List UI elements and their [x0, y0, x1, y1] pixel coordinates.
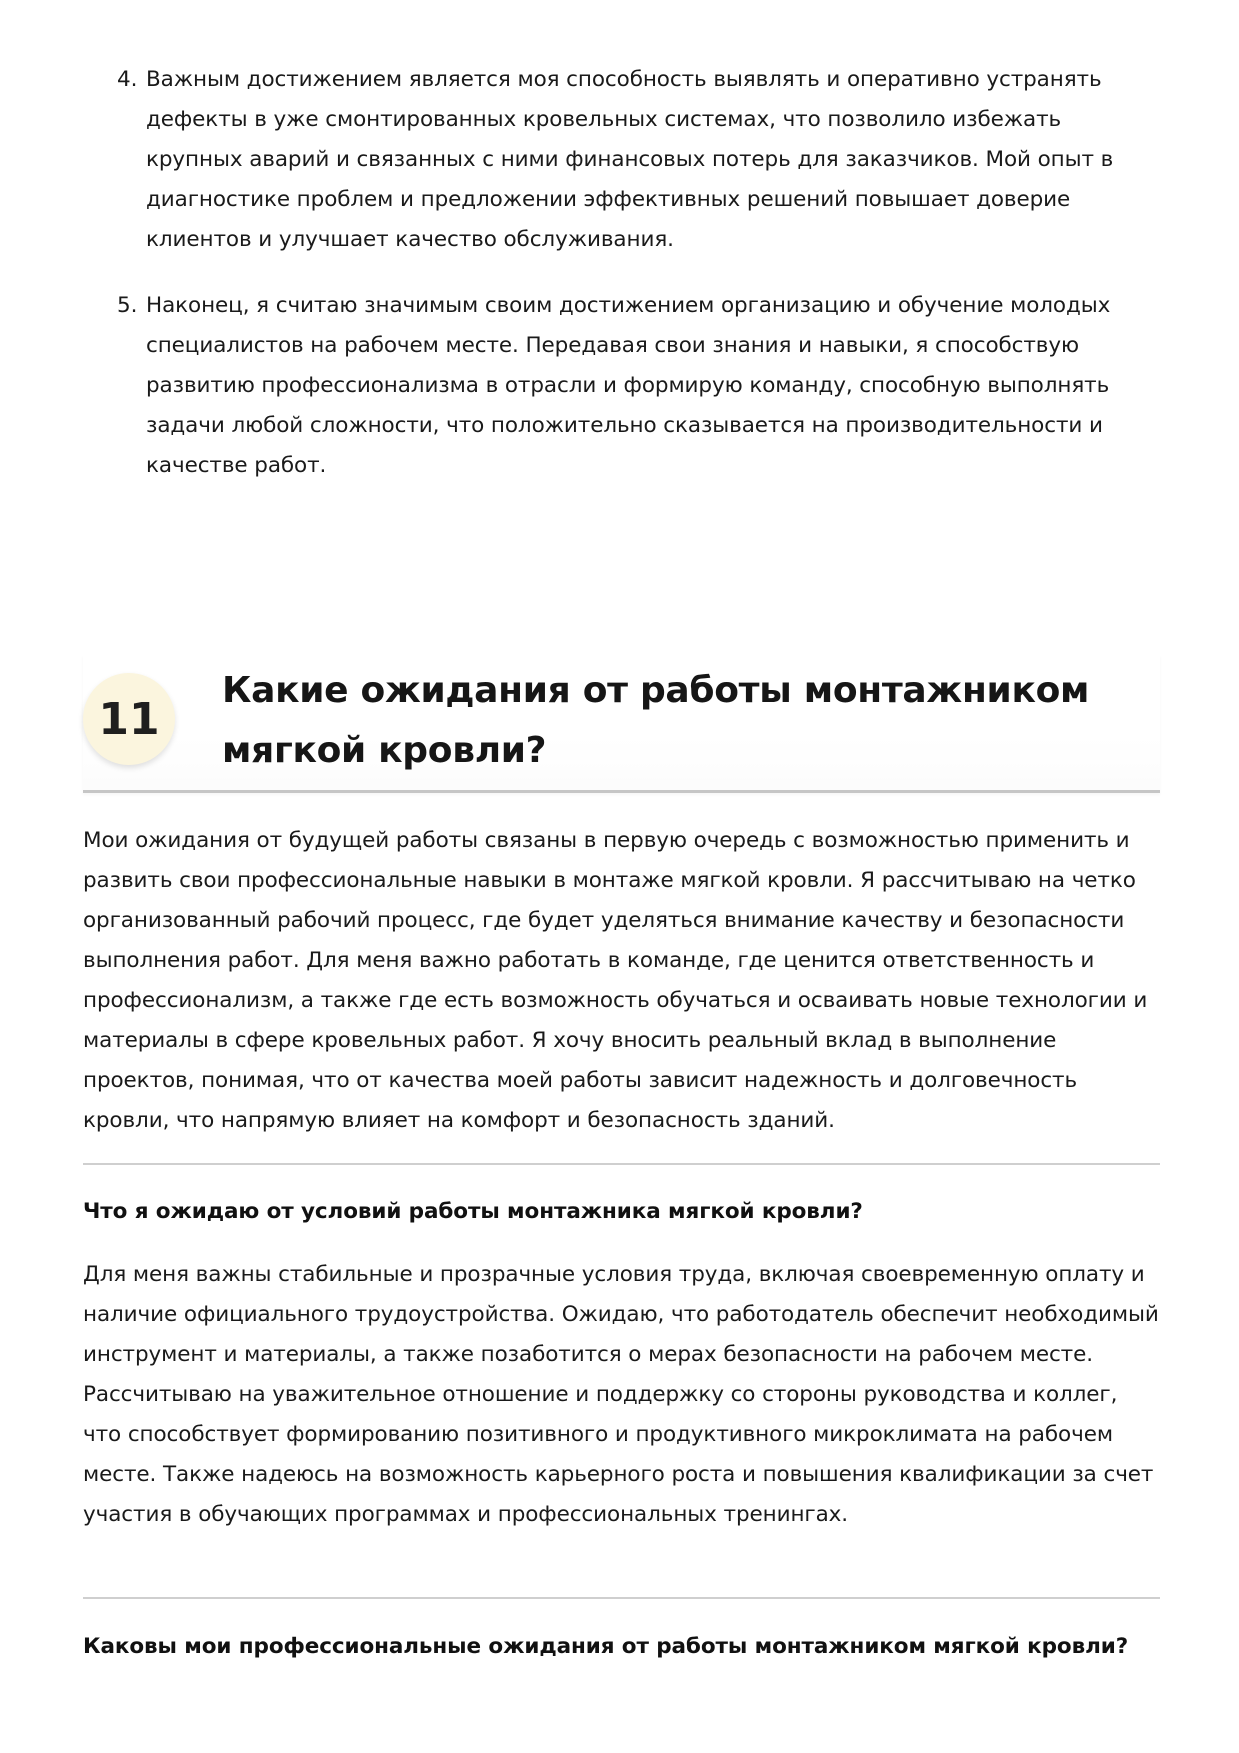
section-title: Какие ожидания от работы монтажником мягкой кровли? — [222, 670, 1090, 771]
answer-paragraph: Для меня важны стабильные и прозрачные условия труда, включая своевременную оплату и наличие официального трудоустройства. Ожидаю, что работодатель обеспечит необходимый инструмент и материалы, а также позаботится о мерах безопасности на рабочем месте. Рассчитываю на уважительное отношение и поддержку со стороны руководства и коллег, что способствует формированию позитивного и продуктивного микроклимата на рабочем месте. Также надеюсь на возможность карьерного роста и повышения квалификации за счет участия в обучающих программах и профессиональных тренингах. — [83, 1262, 1159, 1527]
section-number-badge: 11 — [83, 673, 175, 765]
divider — [83, 1597, 1160, 1599]
achievements-list — [83, 60, 1160, 512]
list-item-number: 4. — [117, 67, 138, 92]
list-item-text: Важным достижением является моя способность выявлять и оперативно устранять дефекты в уже смонтированных кровельных системах, что позволило избежать крупных аварий и связанных с ними финансовых потерь для заказчиков. Мой опыт в диагностике проблем и предложении эффективных решений повышает доверие клиентов и улучшает качество обслуживания. — [146, 67, 1114, 252]
question-heading: Что я ожидаю от условий работы монтажника мягкой кровли? — [83, 1199, 863, 1224]
section-header — [83, 655, 1160, 793]
question-heading: Каковы мои профессиональные ожидания от работы монтажником мягкой кровли? — [83, 1634, 1129, 1659]
list-item-text: Наконец, я считаю значимым своим достижением организацию и обучение молодых специалистов на рабочем месте. Передавая свои знания и навыки, я способствую развитию профессионализма в отрасли и формирую команду, способную выполнять задачи любой сложности, что положительно сказывается на производительности и качестве работ. — [146, 293, 1111, 478]
list-item — [83, 286, 1160, 486]
list-item-number: 5. — [117, 293, 138, 318]
divider — [83, 1163, 1160, 1165]
intro-paragraph: Мои ожидания от будущей работы связаны в первую очередь с возможностью применить и развить свои профессиональные навыки в монтаже мягкой кровли. Я рассчитываю на четко организованный рабочий процесс, где будет уделяться внимание качеству и безопасности выполнения работ. Для меня важно работать в команде, где ценится ответственность и профессионализм, а также где есть возможность обучаться и осваивать новые технологии и материалы в сфере кровельных работ. Я хочу вносить реальный вклад в выполнение проектов, понимая, что от качества моей работы зависит надежность и долговечность кровли, что напрямую влияет на комфорт и безопасность зданий. — [83, 828, 1148, 1133]
list-item — [83, 60, 1160, 260]
